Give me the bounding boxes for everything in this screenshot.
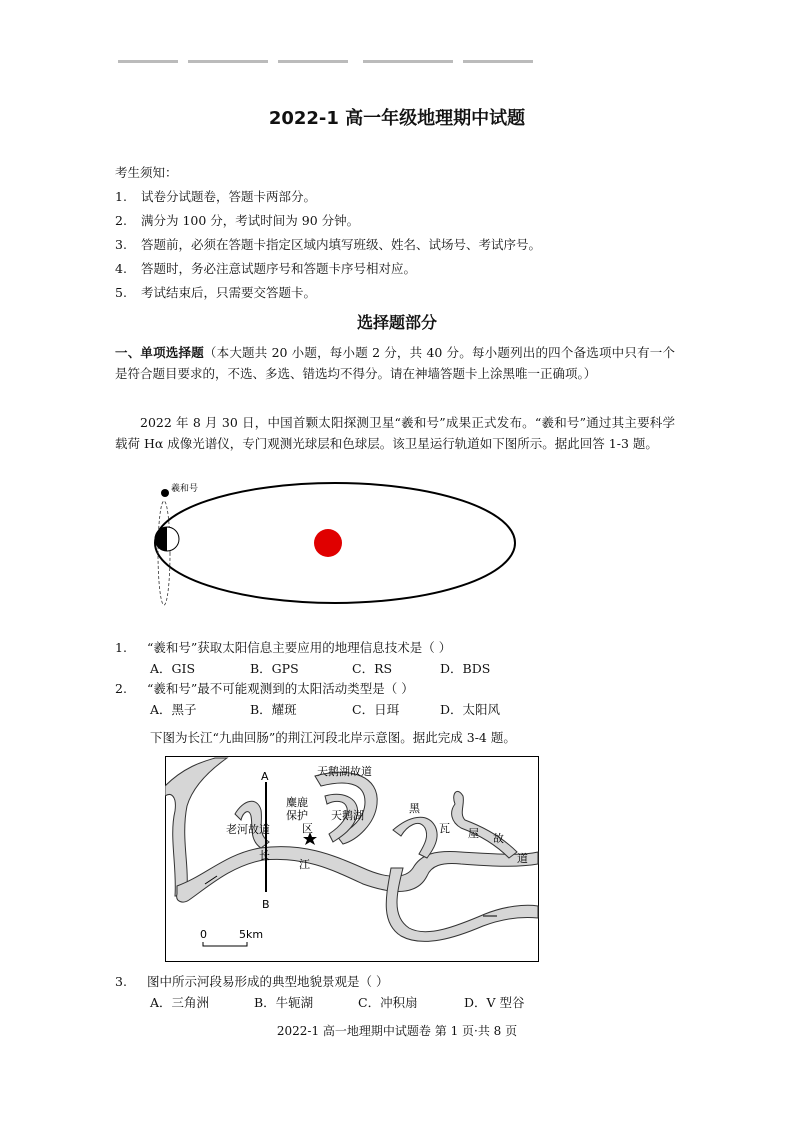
label-milu: 麋鹿 [286, 796, 308, 809]
page-footer: 2022-1 高一地理期中试题卷 第 1 页·共 8 页 [276, 1024, 518, 1038]
notice-item: 1. 试卷分试题卷，答题卡两部分。 [115, 189, 317, 204]
label-dao: 道 [517, 852, 528, 865]
question-1-options: A．GIS B．GPS C．RS D．BDS [150, 661, 491, 676]
label-laohe: 老河故道 [226, 823, 270, 836]
label-tianehu: 天鹅湖 [331, 809, 364, 822]
question-3: 3. 图中所示河段易形成的典型地貌景观是（ ） [115, 974, 389, 989]
notice-item: 3. 答题前，必须在答题卡指定区域内填写班级、姓名、试场号、考试序号。 [115, 237, 542, 252]
notice-item: 4. 答题时，务必注意试题序号和答题卡序号相对应。 [115, 261, 417, 276]
page-title: 2022-1 高一年级地理期中试题 [268, 108, 526, 129]
earth-shadow [155, 527, 167, 551]
part-description: （本大题共 20 小题，每小题 2 分，共 40 分。每小题列出的四个备选项中只有一个是符合题目要求的，不选、多选、错选均不得分。请在神墙答题卡上涂黑唯一正确项。） [115, 345, 675, 381]
label-wu: 屋 [468, 827, 479, 840]
section-title: 选择题部分 [356, 313, 437, 332]
satellite-icon [161, 489, 169, 497]
river-map [165, 756, 539, 962]
question-2: 2. “羲和号”最不可能观测到的太阳活动类型是（ ） [115, 681, 414, 696]
label-jiang: 江 [299, 858, 310, 871]
notice-item: 2. 满分为 100 分，考试时间为 90 分钟。 [115, 213, 360, 228]
part-instructions [115, 342, 675, 384]
label-chang: 长 [259, 849, 270, 862]
label-milu: 保护 [286, 809, 308, 822]
scale-zero: 0 [200, 928, 207, 941]
passage-1: 2022 年 8 月 30 日，中国首颗太阳探测卫星“羲和号”成果正式发布。“羲和号”通过其主要科学载荷 Hα 成像光谱仪，专门观测光球层和色球层。该卫星运行轨道如下图所示。据此回答 1-3 题。 [115, 415, 675, 451]
notice-item: 5. 考试结束后，只需要交答题卡。 [115, 285, 317, 300]
sun-icon [314, 529, 342, 557]
header-watermark [118, 56, 538, 66]
label-gu: 故 [493, 832, 504, 845]
orbit-figure [140, 478, 530, 618]
label-tianehu-old: 天鹅湖故道 [317, 765, 372, 778]
question-3-options: A．三角洲 B．牛轭湖 C．冲积扇 D．V 型谷 [150, 995, 525, 1010]
question-1: 1. “羲和号”获取太阳信息主要应用的地理信息技术是（ ） [115, 640, 452, 655]
label-hei: 黑 [409, 802, 420, 815]
satellite-label: 羲和号 [171, 484, 199, 494]
label-a: A [261, 770, 269, 783]
part-label: 一、单项选择题 [115, 345, 204, 360]
label-milu: 区 [302, 822, 313, 835]
label-b: B [262, 898, 270, 911]
notice-heading: 考生须知： [115, 165, 178, 180]
passage-2: 下图为长江“九曲回肠”的荆江河段北岸示意图。据此完成 3-4 题。 [150, 730, 516, 745]
question-2-options: A．黑子 B．耀斑 C．日珥 D．太阳风 [150, 702, 501, 717]
satellite-orbit [158, 501, 170, 605]
label-wa: 瓦 [439, 822, 450, 835]
scale-five: 5km [239, 928, 264, 941]
